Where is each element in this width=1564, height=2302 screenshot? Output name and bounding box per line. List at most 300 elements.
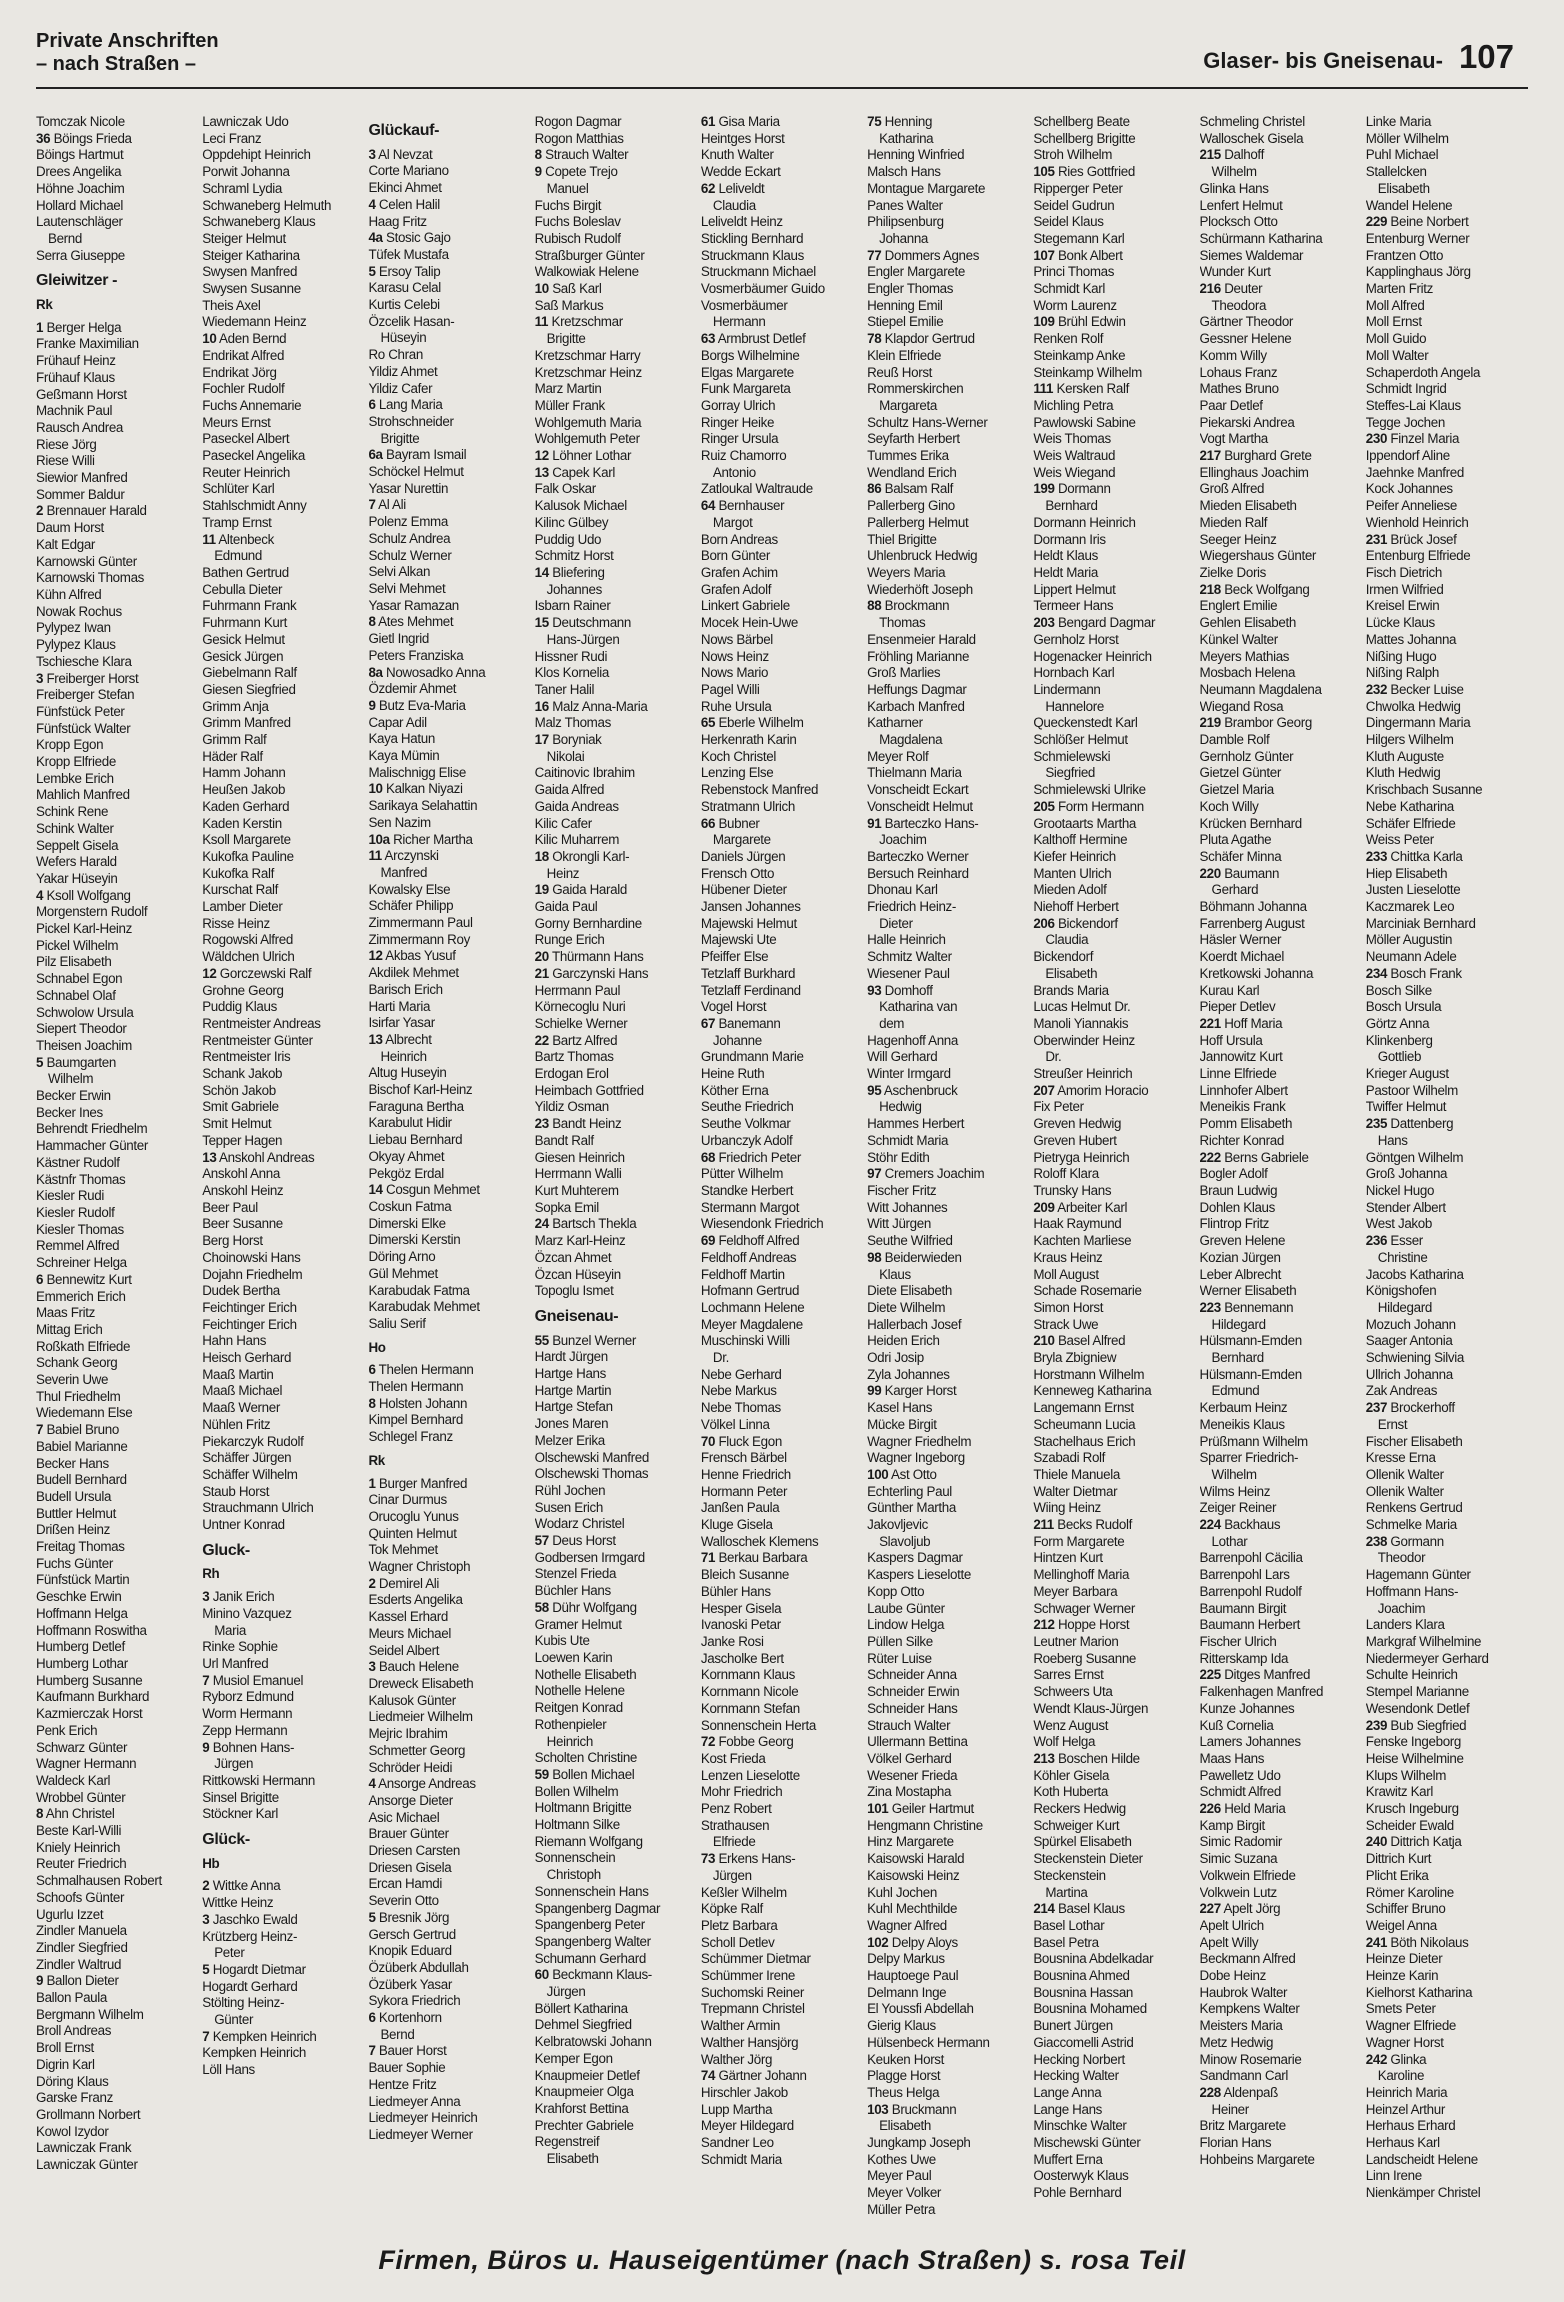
resident-entry: Gehlen Elisabeth	[1199, 615, 1296, 631]
resident-entry: Klups Wilhelm	[1365, 1767, 1447, 1783]
resident-entry: Tepper Hagen	[202, 1132, 283, 1148]
resident-entry: Schink Walter	[36, 820, 114, 836]
resident-entry: Falk Oskar	[534, 481, 596, 497]
resident-entry: Feichtinger Erich	[202, 1299, 297, 1315]
resident-entry: Michling Petra	[1033, 397, 1114, 413]
entry-continuation: Hüseyin	[380, 330, 427, 346]
house-number: 213	[1033, 1750, 1055, 1766]
resident-entry: Zyla Johannes	[867, 1366, 950, 1382]
resident-entry: Reuter Friedrich	[36, 1856, 127, 1872]
resident-entry: Grimm Manfred	[202, 715, 291, 731]
resident-entry: Stölting Heinz-	[202, 1995, 285, 2011]
resident-entry: Kiesler Thomas	[36, 1221, 124, 1237]
house-number: 11	[368, 848, 382, 864]
resident-entry: 3 Al Nevzat	[368, 146, 433, 162]
resident-entry: Schielke Werner	[534, 1015, 628, 1031]
resident-entry: Rogowski Alfred	[202, 932, 293, 948]
resident-entry: Nowak Rochus	[36, 603, 122, 619]
resident-entry: Dudek Bertha	[202, 1283, 280, 1299]
resident-entry: 78 Klapdor Gertrud	[867, 331, 975, 347]
resident-entry: Weyers Maria	[867, 564, 946, 580]
resident-entry: Pekgöz Erdal	[368, 1165, 444, 1181]
resident-entry: Reuter Heinrich	[202, 464, 290, 480]
resident-entry: Walter Dietmar	[1033, 1483, 1118, 1499]
entry-continuation: Wilhelm	[1211, 164, 1257, 180]
resident-entry: Ruiz Chamorro	[700, 448, 787, 464]
page-number: 107	[1458, 38, 1514, 75]
resident-entry: Landscheidt Helene	[1365, 2151, 1478, 2167]
resident-entry: Fünfstück Peter	[36, 703, 125, 719]
resident-entry: Zatloukal Waltraude	[700, 481, 813, 497]
resident-entry: Grundmann Marie	[700, 1049, 804, 1065]
resident-entry: Walkowiak Helene	[534, 264, 639, 280]
resident-entry: Untner Konrad	[202, 1517, 285, 1533]
house-number: 9	[202, 1739, 210, 1755]
resident-entry: 4 Celen Halil	[368, 196, 440, 212]
resident-entry: Herrmann Paul	[534, 982, 621, 998]
resident-entry: 14 Bliefering	[534, 564, 605, 580]
resident-entry: Sparrer Friedrich-	[1199, 1450, 1299, 1466]
resident-entry: Schmielewski Ulrike	[1033, 782, 1146, 798]
resident-entry: Ruhe Ursula	[700, 698, 772, 714]
resident-entry: Entenburg Werner	[1365, 230, 1470, 246]
street-heading: Gleiwitzer -	[36, 272, 118, 290]
entry-continuation: Hedwig	[879, 1099, 922, 1115]
resident-entry: Linke Maria	[1365, 114, 1432, 129]
resident-entry: Hissner Rudi	[534, 648, 608, 664]
resident-entry: 216 Deuter	[1199, 281, 1263, 297]
resident-entry: Landers Klara	[1365, 1617, 1445, 1633]
resident-entry: Krieger August	[1365, 1066, 1449, 1082]
resident-entry: Tüfek Mustafa	[368, 246, 449, 262]
resident-entry: Zepp Hermann	[202, 1722, 288, 1738]
resident-entry: 9 Copete Trejo	[534, 164, 618, 180]
resident-entry: Bosch Silke	[1365, 982, 1432, 998]
resident-entry: Apelt Willy	[1199, 1934, 1259, 1950]
resident-entry: Born Günter	[700, 548, 770, 564]
resident-entry: Sen Nazim	[368, 814, 431, 830]
resident-entry: Becker Hans	[36, 1455, 109, 1471]
house-number: 73	[700, 1851, 716, 1867]
resident-entry: Wilms Heinz	[1199, 1483, 1271, 1499]
resident-entry: Minino Vazquez	[202, 1605, 292, 1621]
resident-entry: Barisch Erich	[368, 981, 443, 997]
resident-entry: Häsler Werner	[1199, 932, 1282, 948]
house-number: 20	[534, 949, 549, 965]
resident-entry: Dobe Heinz	[1199, 1968, 1266, 1984]
resident-entry: Kerbaum Heinz	[1199, 1400, 1288, 1416]
resident-entry: 236 Esser	[1365, 1233, 1423, 1249]
resident-entry: Dormann Heinrich	[1033, 514, 1136, 530]
resident-entry: Mozuch Johann	[1365, 1316, 1456, 1332]
resident-entry: Isirfar Yasar	[368, 1015, 435, 1031]
resident-entry: Kornmann Klaus	[700, 1667, 795, 1683]
resident-entry: 9 Bohnen Hans-	[202, 1739, 295, 1755]
resident-entry: Kornmann Stefan	[700, 1700, 800, 1716]
resident-entry: Haubrok Walter	[1199, 1984, 1288, 2000]
resident-entry: Budell Bernhard	[36, 1472, 127, 1488]
resident-entry: 229 Beine Norbert	[1365, 214, 1469, 230]
resident-entry: Drees Angelika	[36, 164, 122, 180]
entry-continuation: Bernd	[380, 2026, 415, 2042]
resident-entry: Panes Walter	[867, 197, 943, 213]
resident-entry: Grafen Achim	[700, 564, 778, 580]
resident-entry: Lenzen Lieselotte	[700, 1767, 800, 1783]
resident-entry: Bogler Adolf	[1199, 1166, 1268, 1182]
resident-entry: 102 Delpy Aloys	[867, 1934, 958, 1950]
resident-entry: Lawniczak Günter	[36, 2157, 138, 2173]
resident-entry: 8 Strauch Walter	[534, 147, 629, 163]
resident-entry: 207 Amorim Horacio	[1033, 1082, 1149, 1098]
resident-entry: Meyer Magdalene	[700, 1316, 803, 1332]
resident-entry: Krischbach Susanne	[1365, 782, 1483, 798]
resident-entry: Schade Rosemarie	[1033, 1283, 1142, 1299]
resident-entry: Kaspers Dagmar	[867, 1550, 963, 1566]
resident-entry: Pletz Barbara	[700, 1917, 778, 1933]
listing-column	[202, 114, 364, 2232]
resident-entry: 3 Bauch Helene	[368, 1659, 459, 1675]
resident-entry: Vogel Horst	[700, 999, 767, 1015]
resident-entry: Schmidt Maria	[867, 1132, 949, 1148]
house-number: 216	[1199, 281, 1221, 297]
house-number: 222	[1199, 1149, 1221, 1165]
resident-entry: 86 Balsam Ralf	[867, 481, 954, 497]
resident-entry: Linne Elfriede	[1199, 1066, 1277, 1082]
resident-entry: Seeger Heinz	[1199, 531, 1277, 547]
resident-entry: Vonscheidt Eckart	[867, 782, 969, 798]
resident-entry: Volkwein Lutz	[1199, 1884, 1277, 1900]
resident-entry: Ksoll Margarete	[202, 832, 291, 848]
resident-entry: Vogt Martha	[1199, 431, 1268, 447]
resident-entry: Heußen Jakob	[202, 782, 286, 798]
house-number: 242	[1365, 2051, 1388, 2067]
resident-entry: Schäffer Wilhelm	[202, 1466, 298, 1482]
resident-entry: Heinze Dieter	[1365, 1951, 1443, 1967]
resident-entry: Walloschek Klemens	[700, 1533, 819, 1549]
resident-entry: Suchomski Reiner	[700, 1984, 804, 2000]
house-number: 59	[534, 1766, 549, 1782]
resident-entry: Meurs Michael	[368, 1625, 451, 1641]
resident-entry: Özüberk Yasar	[368, 1976, 452, 1992]
resident-entry: Yasar Ramazan	[368, 597, 459, 613]
house-number: 15	[534, 615, 549, 631]
resident-entry: Minow Rosemarie	[1199, 2051, 1302, 2067]
resident-entry: Form Margarete	[1033, 1533, 1125, 1549]
resident-entry: Beer Paul	[202, 1199, 258, 1215]
house-number: 210	[1033, 1333, 1055, 1349]
resident-entry: Barrenpohl Lars	[1199, 1567, 1290, 1583]
resident-entry: Zeiger Reiner	[1199, 1500, 1277, 1516]
resident-entry: Kretzschmar Heinz	[534, 364, 642, 380]
resident-entry: Fischer Fritz	[867, 1183, 937, 1198]
resident-entry: Taner Halil	[534, 681, 595, 697]
resident-entry: 12 Gorczewski Ralf	[202, 965, 312, 981]
resident-entry: Krücken Bernhard	[1199, 815, 1302, 831]
resident-entry: Hardt Jürgen	[534, 1349, 608, 1365]
resident-entry: Lamber Dieter	[202, 899, 283, 915]
resident-entry: Pieper Detlev	[1199, 999, 1276, 1015]
resident-entry: Köpke Ralf	[700, 1901, 763, 1917]
house-number: 217	[1199, 448, 1221, 464]
resident-entry: Schmidt Ingrid	[1365, 381, 1447, 397]
resident-entry: 5 Hogardt Dietmar	[202, 1961, 306, 1977]
district-code: Rk	[36, 297, 53, 313]
house-number: 16	[534, 698, 549, 714]
resident-entry: Malischnigg Elise	[368, 764, 466, 780]
resident-entry: Wiederhöft Joseph	[867, 581, 973, 597]
resident-entry: 222 Berns Gabriele	[1199, 1149, 1309, 1165]
resident-entry: Marten Fritz	[1365, 281, 1433, 297]
resident-entry: Altug Huseyin	[368, 1065, 447, 1081]
resident-entry: 3 Freiberger Horst	[36, 670, 139, 686]
entry-continuation: Heinz	[546, 865, 580, 881]
resident-entry: Mathes Bruno	[1199, 381, 1279, 397]
resident-entry: Hoffmann Helga	[36, 1605, 128, 1621]
resident-entry: Choinowski Hans	[202, 1249, 301, 1265]
resident-entry: Bühler Hans	[700, 1583, 771, 1599]
resident-entry: Gärtner Theodor	[1199, 314, 1294, 330]
resident-entry: Yasar Nurettin	[368, 480, 449, 496]
resident-entry: Steffes-Lai Klaus	[1365, 397, 1461, 413]
entry-continuation: Heinrich	[546, 1733, 593, 1749]
resident-entry: 239 Bub Siegfried	[1365, 1717, 1467, 1733]
resident-entry: Fuchs Birgit	[534, 197, 602, 213]
resident-entry: Beckmann Alfred	[1199, 1951, 1296, 1967]
resident-entry: 103 Bruckmann	[867, 2101, 957, 2117]
resident-entry: Gietl Ingrid	[368, 631, 429, 647]
resident-entry: Irmen Wilfried	[1365, 581, 1444, 597]
resident-entry: Müller Frank	[534, 397, 605, 413]
resident-entry: Szabadi Rolf	[1033, 1450, 1106, 1466]
resident-entry: Schön Jakob	[202, 1082, 276, 1098]
resident-entry: Pietryga Heinrich	[1033, 1149, 1130, 1165]
resident-entry: Ippendorf Aline	[1365, 448, 1450, 464]
house-number: 12	[202, 965, 217, 981]
resident-entry: 107 Bonk Albert	[1033, 247, 1123, 263]
resident-entry: Bryla Zbigniew	[1033, 1350, 1117, 1366]
resident-entry: Knaupmeier Olga	[534, 2084, 634, 2100]
resident-entry: Wohlgemuth Maria	[534, 414, 642, 430]
entry-continuation: Dieter	[879, 915, 913, 931]
resident-entry: Hagenhoff Anna	[867, 1032, 959, 1048]
entry-continuation: Elisabeth	[1045, 965, 1098, 981]
resident-entry: Rausch Andrea	[36, 419, 124, 435]
entry-continuation: Jürgen	[214, 1756, 254, 1772]
resident-entry: Hengmann Christine	[867, 1817, 983, 1833]
resident-entry: Schmitz Walter	[867, 949, 952, 965]
entry-continuation: Claudia	[1045, 932, 1089, 948]
resident-entry: Böhmann Johanna	[1199, 899, 1307, 915]
resident-entry: Lautenschläger	[36, 214, 123, 230]
resident-entry: Kozian Jürgen	[1199, 1249, 1281, 1265]
entry-continuation: Margareta	[879, 397, 937, 413]
resident-entry: Roloff Klara	[1033, 1166, 1099, 1182]
resident-entry: Schümmer Dietmar	[700, 1951, 811, 1967]
resident-entry: 4a Stosic Gajo	[368, 230, 451, 246]
resident-entry: Fischer Elisabeth	[1365, 1433, 1463, 1449]
house-number: 8a	[368, 664, 383, 680]
resident-entry: Schlegel Franz	[368, 1429, 453, 1445]
resident-entry: Greven Helene	[1199, 1233, 1286, 1249]
resident-entry: Seuthe Friedrich	[700, 1099, 794, 1115]
resident-entry: 109 Brühl Edwin	[1033, 314, 1126, 330]
resident-entry: Meyer Volker	[867, 2185, 942, 2201]
resident-entry: Riese Jörg	[36, 436, 97, 452]
resident-entry: Kornmann Nicole	[700, 1684, 799, 1700]
resident-entry: Gernholz Horst	[1033, 631, 1119, 647]
house-number: 70	[700, 1433, 716, 1449]
resident-entry: 3 Janik Erich	[202, 1589, 275, 1605]
resident-entry: Emmerich Erich	[36, 1288, 126, 1304]
resident-entry: Özcan Ahmet	[534, 1249, 612, 1265]
resident-entry: 2 Wittke Anna	[202, 1878, 281, 1894]
page-header-title	[36, 30, 219, 76]
resident-entry: Marz Martin	[534, 381, 602, 397]
resident-entry: Steckenstein Dieter	[1033, 1851, 1143, 1867]
resident-entry: Gietzel Maria	[1199, 782, 1274, 798]
resident-entry: Malsch Hans	[867, 164, 941, 180]
resident-entry: Görtz Anna	[1365, 1015, 1430, 1031]
resident-entry: Morgenstern Rudolf	[36, 904, 148, 920]
resident-entry: Klinkenberg	[1365, 1032, 1433, 1048]
street-heading: Gluck-	[202, 1541, 250, 1559]
resident-entry: Sonnenschein	[534, 1850, 616, 1866]
resident-entry: Rubisch Rudolf	[534, 230, 621, 246]
house-number: 66	[700, 815, 716, 831]
resident-entry: 211 Becks Rudolf	[1033, 1517, 1132, 1533]
resident-entry: Kästner Rudolf	[36, 1154, 120, 1170]
house-number: 101	[867, 1801, 889, 1817]
entry-continuation: Theodor	[1377, 1550, 1426, 1566]
resident-entry: Urbanczyk Adolf	[700, 1132, 793, 1148]
resident-entry: Pilz Elisabeth	[36, 954, 112, 970]
resident-entry: Rüter Luise	[867, 1650, 932, 1666]
resident-entry: Walloschek Gisela	[1199, 130, 1304, 146]
house-number: 61	[700, 114, 716, 129]
resident-entry: Stegemann Karl	[1033, 230, 1125, 246]
resident-entry: Severin Uwe	[36, 1372, 109, 1388]
resident-entry: Majewski Helmut	[700, 915, 797, 931]
resident-entry: Justen Lieselotte	[1365, 882, 1461, 898]
house-number: 5	[368, 263, 376, 279]
resident-entry: Loewen Karin	[534, 1649, 613, 1665]
house-number: 219	[1199, 715, 1221, 731]
house-number: 17	[534, 732, 549, 748]
house-number: 10a	[368, 831, 390, 847]
resident-entry: 23 Bandt Heinz	[534, 1116, 622, 1132]
house-number: 12	[534, 448, 549, 464]
resident-entry: Volkwein Elfriede	[1199, 1867, 1296, 1883]
resident-entry: Wrobbel Günter	[36, 1789, 126, 1805]
resident-entry: Schröder Heidi	[368, 1759, 453, 1775]
entry-continuation: Jürgen	[546, 1984, 586, 2000]
resident-entry: Jansen Johannes	[700, 899, 801, 915]
resident-entry: Jascholke Bert	[700, 1650, 784, 1666]
house-number: 23	[534, 1116, 549, 1132]
resident-entry: Bollen Wilhelm	[534, 1783, 619, 1799]
resident-entry: Twiffer Helmut	[1365, 1099, 1447, 1115]
resident-entry: 227 Apelt Jörg	[1199, 1901, 1281, 1917]
resident-entry: 226 Held Maria	[1199, 1801, 1286, 1817]
district-code: Rh	[202, 1566, 220, 1582]
resident-entry: 111 Kersken Ralf	[1033, 381, 1129, 397]
listing-column	[867, 114, 1029, 2232]
resident-entry: Scholten Christine	[534, 1750, 638, 1766]
resident-entry: Tramp Ernst	[202, 514, 272, 530]
resident-entry: Runge Erich	[534, 932, 605, 948]
resident-entry: Coskun Fatma	[368, 1199, 452, 1214]
resident-entry: Muschinski Willi	[700, 1333, 790, 1349]
house-number: 6	[368, 1362, 376, 1378]
entry-continuation: Heiner	[1211, 2101, 1249, 2117]
resident-entry: Häder Ralf	[202, 748, 263, 764]
resident-entry: Wunder Kurt	[1199, 264, 1271, 280]
house-number: 225	[1199, 1667, 1221, 1683]
house-number: 234	[1365, 965, 1388, 981]
resident-entry: Schneider Hans	[867, 1700, 958, 1716]
resident-entry: Frantzen Otto	[1365, 247, 1444, 263]
resident-entry: Uhlenbruck Hedwig	[867, 548, 978, 564]
resident-entry: Strauch Walter	[867, 1717, 951, 1733]
resident-entry: Hornbach Karl	[1033, 665, 1115, 681]
house-number: 211	[1033, 1517, 1054, 1533]
resident-entry: Schaperdoth Angela	[1365, 364, 1481, 380]
resident-entry: Kaisowski Harald	[867, 1851, 965, 1867]
resident-entry: Püllen Silke	[867, 1633, 933, 1649]
resident-entry: Wendland Erich	[867, 464, 957, 480]
resident-entry: Steiger Katharina	[202, 247, 300, 263]
resident-entry: Liebau Bernhard	[368, 1132, 463, 1148]
entry-continuation: Hermann	[712, 314, 766, 330]
resident-entry: Fünfstück Walter	[36, 720, 131, 736]
resident-entry: Spürkel Elisabeth	[1033, 1834, 1132, 1850]
house-number: 111	[1033, 381, 1054, 397]
resident-entry: Werner Elisabeth	[1199, 1283, 1297, 1299]
resident-entry: Weis Waltraud	[1033, 448, 1116, 464]
resident-entry: Gessner Helene	[1199, 331, 1292, 347]
resident-entry: Völkel Linna	[700, 1416, 770, 1432]
resident-entry: Schwager Werner	[1033, 1600, 1135, 1616]
resident-entry: Körnecoglu Nuri	[534, 999, 626, 1015]
resident-entry: 105 Ries Gottfried	[1033, 164, 1135, 180]
resident-entry: Saß Markus	[534, 297, 604, 313]
resident-entry: Steinkamp Anke	[1033, 347, 1126, 363]
resident-entry: Olschewski Thomas	[534, 1466, 649, 1482]
resident-entry: Wiedemann Heinz	[202, 314, 307, 330]
resident-entry: Özcelik Hasan-	[368, 313, 455, 329]
resident-entry: Wendt Klaus-Jürgen	[1033, 1700, 1149, 1716]
resident-entry: Wiegershaus Günter	[1199, 548, 1317, 564]
entry-continuation: Brigitte	[380, 430, 420, 446]
resident-entry: Heise Wilhelmine	[1365, 1750, 1464, 1766]
resident-entry: Wagner Hermann	[36, 1756, 137, 1772]
resident-entry: Gorray Ulrich	[700, 397, 776, 413]
resident-entry: Kukofka Pauline	[202, 848, 294, 864]
resident-entry: Walther Armin	[700, 2018, 780, 2034]
resident-entry: Dingermann Maria	[1365, 715, 1471, 731]
resident-entry: 4 Ansorge Andreas	[368, 1776, 476, 1792]
resident-entry: Rommerskirchen	[867, 381, 964, 397]
resident-entry: Wiegand Rosa	[1199, 698, 1284, 714]
resident-entry: Groß Alfred	[1199, 481, 1265, 497]
resident-entry: Behrendt Friedhelm	[36, 1121, 148, 1137]
resident-entry: 91 Barteczko Hans-	[867, 815, 979, 831]
resident-entry: Vosmerbäumer	[700, 297, 788, 313]
resident-entry: Jakovljevic	[867, 1517, 928, 1533]
resident-entry: Simic Suzana	[1199, 1851, 1278, 1867]
street-heading: Glück-	[202, 1831, 250, 1849]
resident-entry: Schneider Erwin	[867, 1684, 960, 1700]
